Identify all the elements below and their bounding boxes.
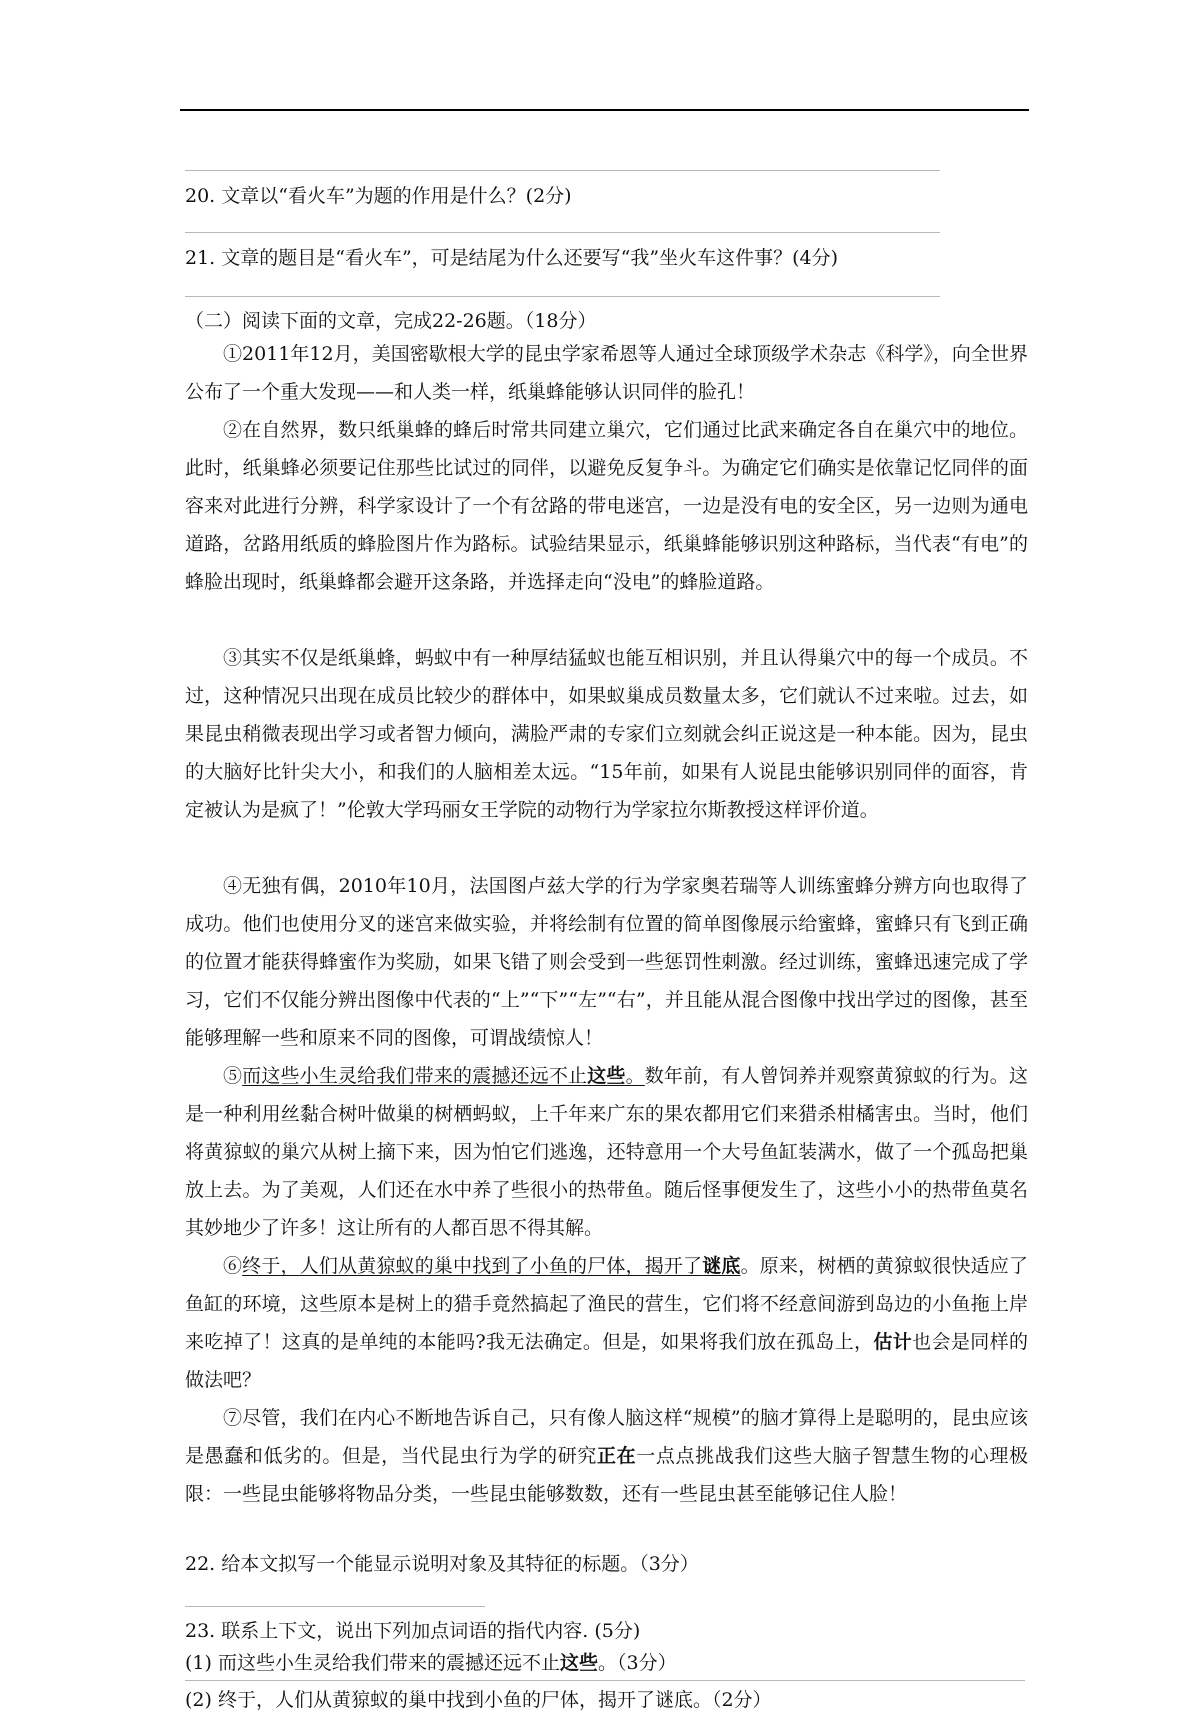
answer-line[interactable] xyxy=(185,1680,1025,1681)
paragraph-4: ④无独有偶，2010年10月，法国图卢兹大学的行为学家奥若瑞等人训练蜜蜂分辨方向也取得了成功。他们也使用分叉的迷宫来做实验，并将绘制有位置的简单图像展示给蜜蜂，蜜蜂只有飞到正确的位置才能获得蜂蜜作为奖励，如果飞错了则会受到一些惩罚性刺激。经过训练，蜜蜂迅速完成了学习，它们不仅能分辨出图像中代表的“上”“下”“左”“右”，并且能从混合图像中找出学过的图像，甚至能够理解一些和原来不同的图像，可谓战绩惊人！ xyxy=(185,875,1028,1049)
paragraph-5-underlined xyxy=(242,1065,645,1087)
section-2-intro: （二）阅读下面的文章，完成22-26题。（18分） xyxy=(185,310,597,332)
paragraph-5-rest: 数年前，有人曾饲养并观察黄猄蚁的行为。这是一种利用丝黏合树叶做巢的树栖蚂蚁，上千年来广东的果农都用它们来猎杀柑橘害虫。当时，他们将黄猄蚁的巢穴从树上摘下来，因为怕它们逃逸，还特意用一个大号鱼缸装满水，做了一个孤岛把巢放上去。为了美观，人们还在水中养了些很小的热带鱼。随后怪事便发生了，这些小小的热带鱼莫名其妙地少了许多！这让所有的人都百思不得其解。 xyxy=(185,1065,1028,1239)
question-22: 22. 给本文拟写一个能显示说明对象及其特征的标题。（3分） xyxy=(185,1553,699,1575)
paragraph-5-underlined-text: 而这些小生灵给我们带来的震撼还远不止 xyxy=(242,1065,588,1087)
question-23-1-before: (1) 而这些小生灵给我们带来的震撼还远不止 xyxy=(185,1652,560,1674)
paragraph-5-dotted-word: 这些 xyxy=(587,1065,626,1087)
paragraph-5-period: 。 xyxy=(625,1065,645,1087)
question-21: 21. 文章的题目是“看火车”，可是结尾为什么还要写“我”坐火车这件事？(4分) xyxy=(185,247,839,269)
paragraph-2: ②在自然界，数只纸巢蜂的蜂后时常共同建立巢穴，它们通过比武来确定各自在巢穴中的地位。此时，纸巢蜂必须要记住那些比试过的同伴，以避免反复争斗。为确定它们确实是依靠记忆同伴的面容来对此进行分辨，科学家设计了一个有岔路的带电迷宫，一边是没有电的安全区，另一边则为通电道路，岔路用纸质的蜂脸图片作为路标。试验结果显示，纸巢蜂能够识别这种路标，当代表“有电”的蜂脸出现时，纸巢蜂都会避开这条路，并选择走向“没电”的蜂脸道路。 xyxy=(185,419,1028,593)
paragraph-6-bold-word: 估计 xyxy=(873,1331,913,1353)
paragraph-6-underlined xyxy=(242,1255,740,1277)
answer-line[interactable] xyxy=(185,296,940,297)
question-23-1-after: 。（3分） xyxy=(597,1652,677,1674)
answer-line[interactable] xyxy=(185,1606,485,1607)
paragraph-6-dotted-word: 谜底 xyxy=(702,1255,741,1277)
question-20: 20. 文章以“看火车”为题的作用是什么？(2分) xyxy=(185,185,572,207)
paragraph-5-number: ⑤ xyxy=(223,1065,243,1087)
question-23-2: (2) 终于，人们从黄猄蚁的巢中找到小鱼的尸体，揭开了谜底。（2分） xyxy=(185,1689,772,1711)
paragraph-1: ①2011年12月，美国密歇根大学的昆虫学家希恩等人通过全球顶级学术杂志《科学》，向全世界公布了一个重大发现——和人类一样，纸巢蜂能够认识同伴的脸孔！ xyxy=(185,343,1028,403)
question-23-1-dotted-word: 这些 xyxy=(559,1652,598,1674)
paragraph-6 xyxy=(185,1247,1028,1399)
paragraph-3: ③其实不仅是纸巢蜂，蚂蚁中有一种厚结猛蚁也能互相识别，并且认得巢穴中的每一个成员。不过，这种情况只出现在成员比较少的群体中，如果蚁巢成员数量太多，它们就认不过来啦。过去，如果昆虫稍微表现出学习或者智力倾向，满脸严肃的专家们立刻就会纠正说这是一种本能。因为，昆虫的大脑好比针尖大小，和我们的人脑相差太远。“15年前，如果有人说昆虫能够识别同伴的面容，肯定被认为是疯了！”伦敦大学玛丽女王学院的动物行为学家拉尔斯教授这样评价道。 xyxy=(185,647,1028,821)
paragraph-7 xyxy=(185,1399,1028,1513)
paragraph-7-after: 一点点挑战我们这些大脑子智慧生物的心理极限：一些昆虫能够将物品分类，一些昆虫能够数数，还有一些昆虫甚至能够记住人脸！ xyxy=(185,1445,1028,1505)
question-23: 23. 联系上下文，说出下列加点词语的指代内容. (5分) xyxy=(185,1620,641,1642)
paragraph-6-period: 。 xyxy=(740,1255,760,1277)
header-rule xyxy=(180,109,1029,111)
paragraph-5 xyxy=(185,1057,1028,1247)
paragraph-7-before: ⑦尽管，我们在内心不断地告诉自己，只有像人脑这样“规模”的脑才算得上是聪明的，昆虫应该是愚蠢和低劣的。但是，当代昆虫行为学的研究 xyxy=(185,1407,1028,1467)
paragraph-6-underlined-text: 终于，人们从黄猄蚁的巢中找到了小鱼的尸体，揭开了 xyxy=(242,1255,703,1277)
answer-line[interactable] xyxy=(185,170,940,171)
question-23-1 xyxy=(185,1651,677,1675)
paragraph-7-bold-word: 正在 xyxy=(596,1445,637,1467)
answer-line[interactable] xyxy=(185,232,940,233)
paragraph-6-number: ⑥ xyxy=(223,1255,243,1277)
paragraph-6-rest-2: 也会是同样的做法吧？ xyxy=(185,1331,1028,1391)
paragraph-6-rest-1: 原来，树栖的黄猄蚁很快适应了鱼缸的环境，这些原本是树上的猎手竟然搞起了渔民的营生，它们将不经意间游到岛边的小鱼拖上岸来吃掉了！这真的是单纯的本能吗?我无法确定。但是，如果将我们放在孤岛上， xyxy=(185,1255,1028,1353)
